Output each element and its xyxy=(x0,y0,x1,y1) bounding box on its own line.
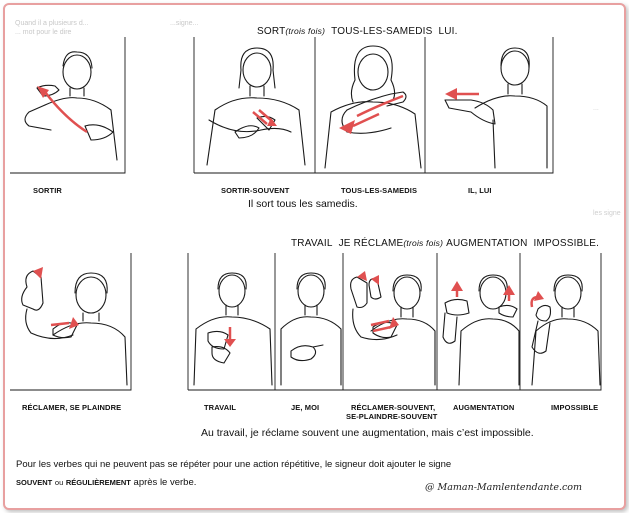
page-content xyxy=(5,5,624,508)
ghost-text: Quand il a plusieurs d... ... mot pour le dire xyxy=(15,20,89,36)
note-regulierement: RÉGULIÈREMENT xyxy=(65,478,131,487)
label-impossible: IMPOSSIBLE xyxy=(551,403,599,412)
note-ou: ou xyxy=(54,478,64,487)
label-tous-les-samedis: TOUS-LES-SAMEDIS xyxy=(341,186,418,195)
translation-2: Au travail, je réclame souvent une augmentation, mais c’est impossible. xyxy=(201,427,534,439)
word-je: JE xyxy=(338,238,351,249)
watermark: @ Maman-Mamlentendante.com xyxy=(425,482,583,493)
note-rest: après le verbe. xyxy=(133,477,197,488)
figure-reclamer xyxy=(13,263,131,389)
word-tous-les-samedis: TOUS-LES-SAMEDIS xyxy=(331,26,433,37)
translation-1: Il sort tous les samedis. xyxy=(248,198,358,210)
figure-il-lui xyxy=(435,40,550,172)
word-lui: LUI. xyxy=(438,26,458,37)
label-il-lui: IL, LUI xyxy=(468,186,492,195)
page-frame xyxy=(3,3,626,510)
word-impossible: IMPOSSIBLE. xyxy=(533,238,600,249)
word-augmentation: AUGMENTATION xyxy=(446,238,528,249)
figure-je-moi xyxy=(277,267,343,389)
label-reclamer-souvent: RÉCLAMER-SOUVENT, xyxy=(351,403,436,412)
figure-sortir xyxy=(15,40,125,172)
figure-travail xyxy=(190,267,275,389)
figure-reclamer-souvent xyxy=(345,267,437,389)
word-sort: SORT xyxy=(257,26,286,37)
word-reclame: RÉCLAME xyxy=(353,238,404,249)
label-reclamer: RÉCLAMER, SE PLAINDRE xyxy=(22,403,122,412)
note-souvent: SOUVENT xyxy=(16,478,53,487)
label-sortir: SORTIR xyxy=(33,186,62,195)
ghost-text-mid: ...signe... xyxy=(170,20,199,27)
label-travail: TRAVAIL xyxy=(204,403,237,412)
sentence-2 xyxy=(291,238,599,249)
ghost-side-1: ... xyxy=(593,105,599,112)
word-trois-fois-2: (trois fois) xyxy=(403,238,444,248)
label-je-moi: JE, MOI xyxy=(291,403,320,412)
label-sortir-souvent: SORTIR-SOUVENT xyxy=(221,186,290,195)
note-line-1: Pour les verbes qui ne peuvent pas se répéter pour une action répétitive, le signeur doit ajouter le signe xyxy=(16,459,452,470)
ghost-side-2: les signe xyxy=(593,210,621,217)
word-trois-fois: (trois fois) xyxy=(285,26,326,36)
word-travail: TRAVAIL xyxy=(291,238,333,249)
figure-sortir-souvent xyxy=(195,40,315,172)
figure-impossible xyxy=(522,267,601,389)
label-se-plaindre-souvent: SE-PLAINDRE-SOUVENT xyxy=(346,412,438,421)
figure-augmentation xyxy=(439,267,520,389)
figure-tous-les-samedis xyxy=(317,40,425,172)
note-line-2 xyxy=(16,477,196,488)
label-augmentation: AUGMENTATION xyxy=(453,403,515,412)
